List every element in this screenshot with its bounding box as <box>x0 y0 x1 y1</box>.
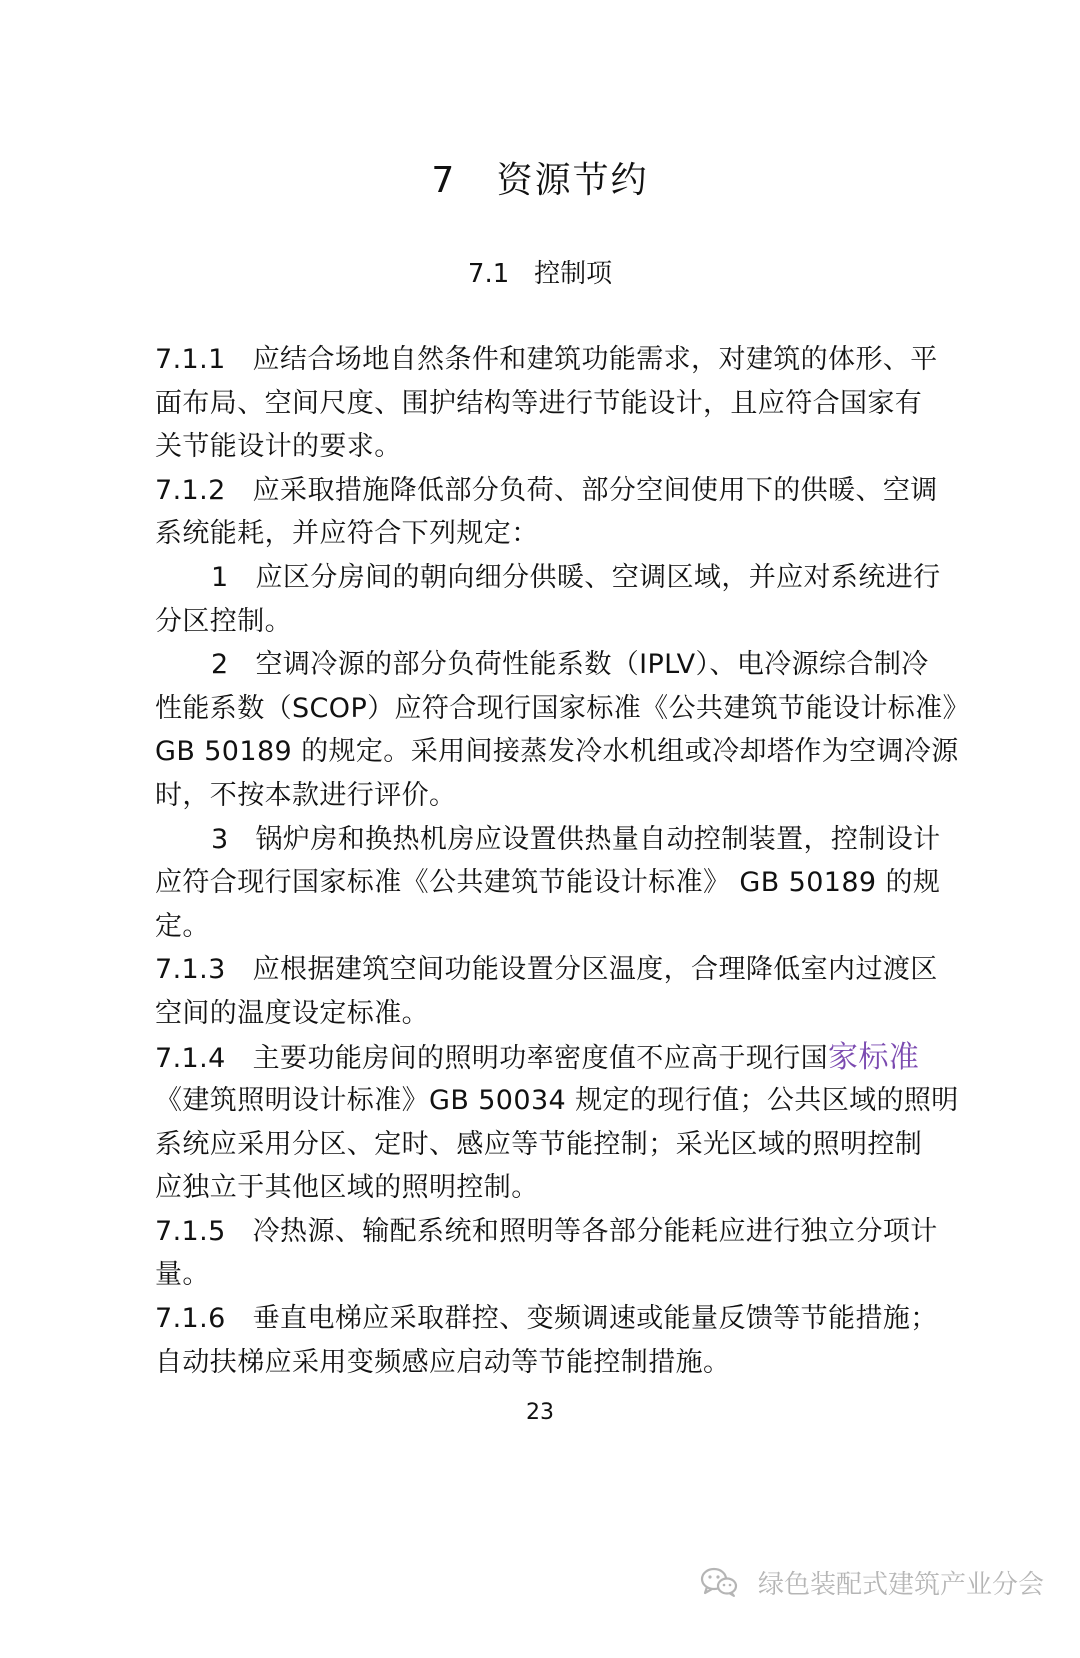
highlighted-text: 家标准 <box>828 1039 920 1075</box>
text-line <box>155 1036 965 1080</box>
text-line: 时，不按本款进行评价。 <box>155 779 457 811</box>
wechat-icon <box>700 1506 750 1658</box>
text-line: GB 50189 的规定。采用间接蒸发冷水机组或冷却塔作为空调冷源 <box>155 736 959 768</box>
text-line: 量。 <box>155 1259 210 1291</box>
text-line: 性能系数（SCOP）应符合现行国家标准《公共建筑节能设计标准》 <box>155 692 970 724</box>
text-line: 关节能设计的要求。 <box>155 431 402 463</box>
text-line: 面布局、空间尺度、围护结构等进行节能设计，且应符合国家有 <box>155 387 923 419</box>
text-line: 3 锅炉房和换热机房应设置供热量自动控制装置，控制设计 <box>211 823 941 855</box>
text-line: 定。 <box>155 910 210 942</box>
text-line: 系统能耗，并应符合下列规定： <box>155 518 539 550</box>
watermark <box>700 1506 1044 1658</box>
text-line: 7.1.3 应根据建筑空间功能设置分区温度，合理降低室内过渡区 <box>155 954 938 986</box>
text-line: 7.1.5 冷热源、输配系统和照明等各部分能耗应进行独立分项计 <box>155 1215 938 1247</box>
text-line: 1 应区分房间的朝向细分供暖、空调区域，并应对系统进行 <box>211 561 941 593</box>
text-line: 7.1.2 应采取措施降低部分负荷、部分空间使用下的供暖、空调 <box>155 474 938 506</box>
text-line: 7.1.1 应结合场地自然条件和建筑功能需求，对建筑的体形、平 <box>155 344 938 375</box>
page-number: 23 <box>526 1400 554 1425</box>
text-line: 空间的温度设定标准。 <box>155 997 429 1029</box>
text-line: 《建筑照明设计标准》GB 50034 规定的现行值；公共区域的照明 <box>155 1085 959 1117</box>
text-line: 应独立于其他区域的照明控制。 <box>155 1172 539 1204</box>
document-body <box>155 338 970 1384</box>
text-segment: 7.1.4 主要功能房间的照明功率密度值不应高于现行国 <box>155 1042 829 1074</box>
text-line: 7.1.6 垂直电梯应采取群控、变频调速或能量反馈等节能措施； <box>155 1303 938 1335</box>
text-line: 自动扶梯应采用变频感应启动等节能控制措施。 <box>155 1346 731 1378</box>
chapter-title: 7 资源节约 <box>431 160 649 201</box>
text-line: 2 空调冷源的部分负荷性能系数（IPLV）、电冷源综合制冷 <box>211 649 929 681</box>
text-line: 应符合现行国家标准《公共建筑节能设计标准》 GB 50189 的规 <box>155 867 941 899</box>
text-line: 系统应采用分区、定时、感应等节能控制；采光区域的照明控制 <box>155 1128 923 1160</box>
section-title: 7.1 控制项 <box>467 259 613 289</box>
watermark-text: 绿色装配式建筑产业分会 <box>757 1569 1044 1600</box>
text-line: 分区控制。 <box>155 605 292 637</box>
